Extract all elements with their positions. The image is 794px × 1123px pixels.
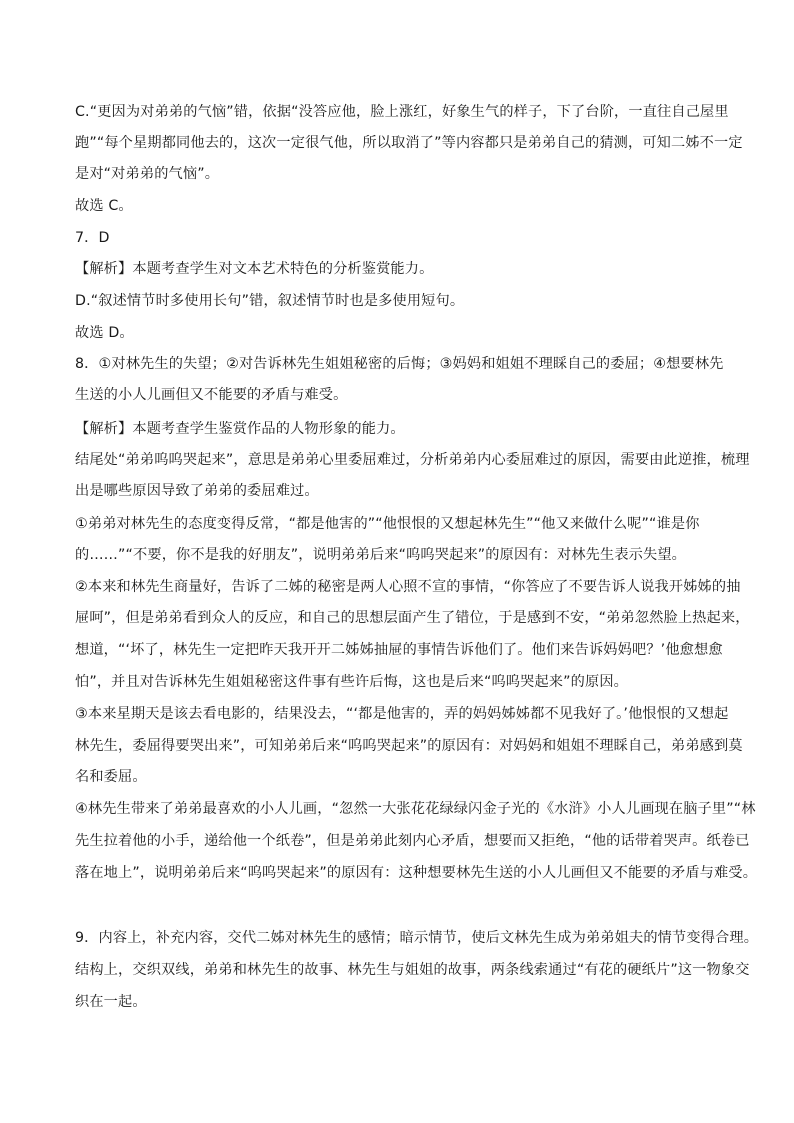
text-line: 屉呵”，但是弟弟看到众人的反应，和自己的思想层面产生了错位，于是感到不安，“弟弟忽然脸上热起来， <box>75 610 750 626</box>
text-line: 结构上，交织双线，弟弟和林先生的故事、林先生与姐姐的故事，两条线索通过“有花的硬纸片”这一物象交 <box>75 962 750 978</box>
text-line: 结尾处“弟弟呜呜哭起来”，意思是弟弟心里委屈难过，分析弟弟内心委屈难过的原因，需要由此逆推，梳理 <box>75 452 750 468</box>
text-line: 9．内容上，补充内容，交代二姊对林先生的感情；暗示情节，使后文林先生成为弟弟姐夫的情节变得合理。 <box>75 930 759 946</box>
text-line: 织在一起。 <box>75 994 147 1010</box>
text-line: ④林先生带来了弟弟最喜欢的小人儿画，“忽然一大张花花绿绿闪金子光的《水浒》小人儿画现在脑子里”“林 <box>75 801 756 817</box>
text-line: 林先生，委屈得要哭出来”，可知弟弟后来“呜呜哭起来”的原因有：对妈妈和姐姐不理睬自己，弟弟感到莫 <box>75 738 743 754</box>
text-line: 故选 C。 <box>75 198 133 214</box>
text-line: 名和委屈。 <box>75 769 147 785</box>
text-line: ②本来和林先生商量好，告诉了二姊的秘密是两人心照不宣的事情，“你答应了不要告诉人说我开姊姊的抽 <box>75 579 741 595</box>
text-line: ①弟弟对林先生的态度变得反常，“都是他害的”“他恨恨的又想起林先生”“他又来做什么呢”“谁是你 <box>75 516 700 532</box>
text-line: 落在地上”，说明弟弟后来“呜呜哭起来”的原因有：这种想要林先生送的小人儿画但又不能要的矛盾与难受。 <box>75 865 758 881</box>
text-line: 7．D <box>75 230 110 246</box>
text-line: ③本来星期天是该去看电影的，结果没去，“‘都是他害的，弄的妈妈姊姊都不见我好了。’他恨恨的又想起 <box>75 706 729 722</box>
text-line: 出是哪些原因导致了弟弟的委屈难过。 <box>75 483 319 499</box>
text-line: 【解析】本题考查学生对文本艺术特色的分析鉴赏能力。 <box>75 261 434 277</box>
text-line: C.“更因为对弟弟的气恼”错，依据“没答应他，脸上涨红，好象生气的样子，下了台阶，一直往自己屋里 <box>75 104 729 120</box>
text-line: 的……”“不要，你不是我的好朋友”，说明弟弟后来“呜呜哭起来”的原因有：对林先生表示失望。 <box>75 547 687 563</box>
text-line: 【解析】本题考查学生鉴赏作品的人物形象的能力。 <box>75 421 405 437</box>
text-line: 想道，“‘坏了，林先生一定把昨天我开开二姊姊抽屉的事情告诉他们了。他们来告诉妈妈吧？’他愈想愈 <box>75 642 723 658</box>
text-line: 跑”“每个星期都同他去的，这次一定很气他，所以取消了”等内容都只是弟弟自己的猜测，可知二姊不一定 <box>75 135 743 151</box>
text-line: 故选 D。 <box>75 325 134 341</box>
text-line: 怕”，并且对告诉林先生姐姐秘密这件事有些许后悔，这也是后来“呜呜哭起来”的原因。 <box>75 674 628 690</box>
text-line: 生送的小人儿画但又不能要的矛盾与难受。 <box>75 387 348 403</box>
text-line: 8．①对林先生的失望；②对告诉林先生姐姐秘密的后悔；③妈妈和姐姐不理睬自己的委屈；④想要林先 <box>75 356 724 372</box>
text-line: 是对“对弟弟的气恼”。 <box>75 166 220 182</box>
text-line: 先生拉着他的小手，递给他一个纸卷”，但是弟弟此刻内心矛盾，想要而又拒绝，“他的话带着哭声。纸卷已 <box>75 833 750 849</box>
text-line: D.“叙述情节时多使用长句”错，叙述情节时也是多使用短句。 <box>75 293 465 309</box>
